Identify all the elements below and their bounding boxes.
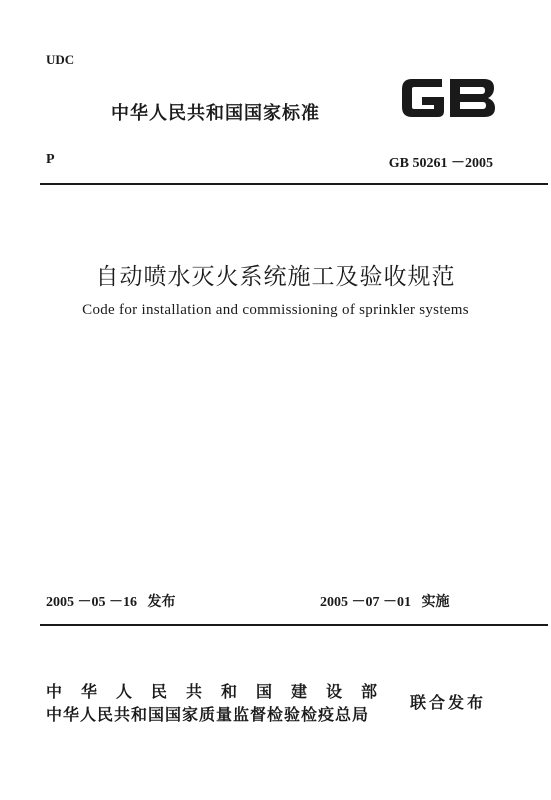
- footer-divider: [40, 624, 548, 626]
- publisher-aqsiq: 中华人民共和国国家质量监督检验检疫总局: [46, 705, 370, 724]
- classification-code: P: [46, 152, 55, 167]
- udc-label: UDC: [46, 52, 75, 67]
- title-english: Code for installation and commissioning of sprinkler systems: [82, 302, 469, 318]
- issue-date: 2005 －05 －16 发布: [46, 595, 176, 610]
- publisher-ministry: 中华人民共和国建设部: [46, 682, 397, 701]
- standard-type: 中华人民共和国国家标准: [111, 103, 320, 124]
- title-chinese: 自动喷水灭火系统施工及验收规范: [95, 264, 456, 290]
- gb-logo-icon: [398, 73, 498, 123]
- joint-issue-label: 联合发布: [410, 693, 487, 712]
- standard-number: GB 50261 －2005: [388, 156, 493, 171]
- header-divider: [40, 183, 548, 185]
- implementation-date: 2005 －07 －01 实施: [320, 595, 450, 610]
